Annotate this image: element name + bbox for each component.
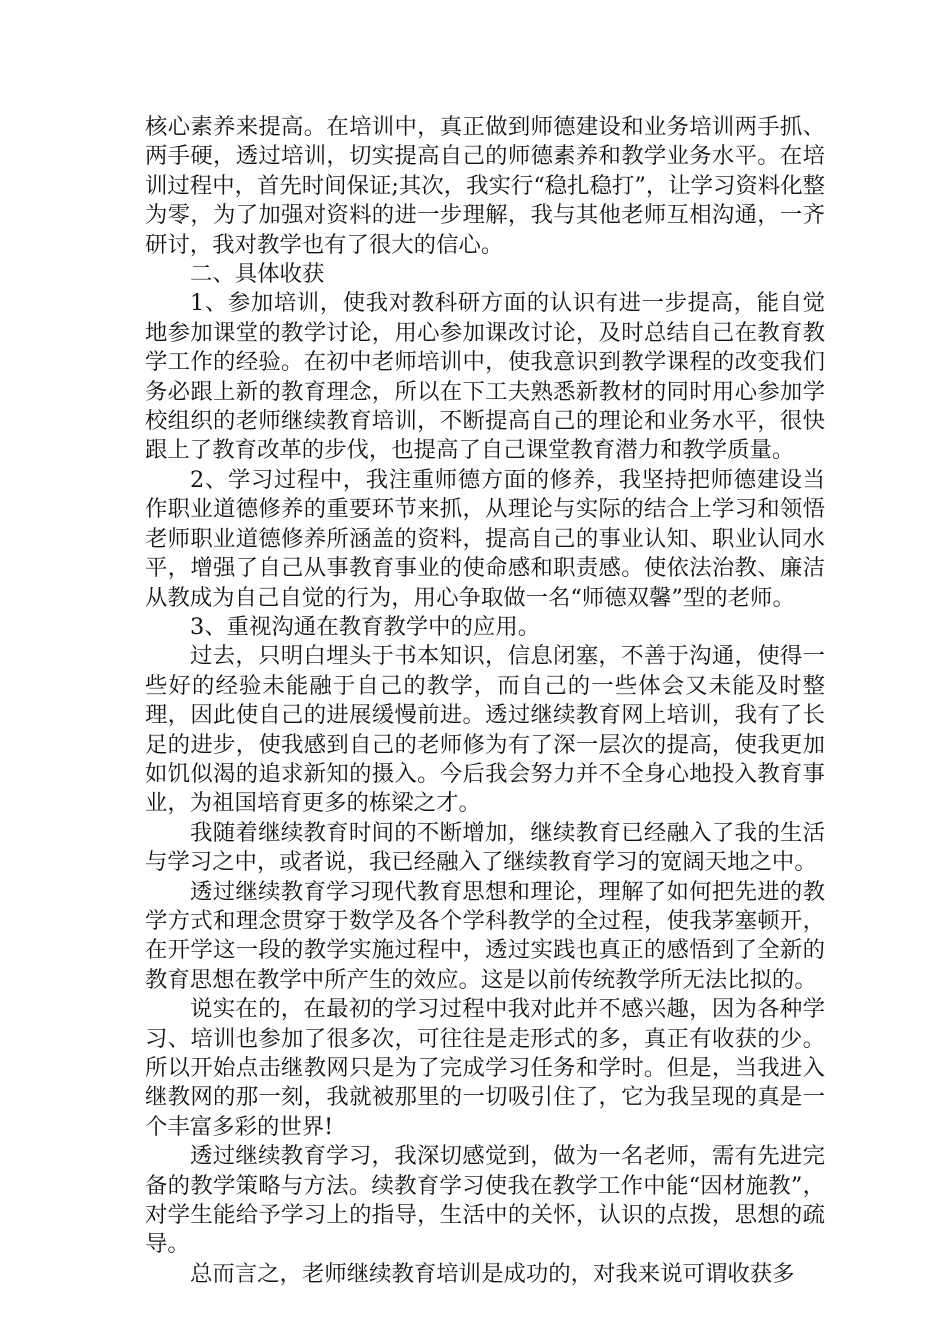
document-body <box>145 113 825 1289</box>
paragraph-modern-ideas: 透过继续教育学习现代教育思想和理论，理解了如何把先进的教学方式和理念贯穿于数学及各个学科教学的全过程，使我茅塞顿开，在开学这一段的教学实施过程中，透过实践也真正的感悟到了全新的教育思想在教学中所产生的效应。这是以前传统教学所无法比拟的。 <box>145 878 825 993</box>
paragraph-core-literacy: 核心素养来提高。在培训中，真正做到师德建设和业务培训两手抓、两手硬，透过培训，切实提高自己的师德素养和教学业务水平。在培训过程中，首先时间保证;其次，我实行“稳扎稳打”，让学习资料化整为零，为了加强对资料的进一步理解，我与其他老师互相沟通，一齐研讨，我对教学也有了很大的信心。 <box>145 114 825 258</box>
paragraph-in-summary: 总而言之，老师继续教育培训是成功的，对我来说可谓收获多 <box>190 1260 795 1287</box>
paragraph-honestly: 说实在的，在最初的学习过程中我对此并不感兴趣，因为各种学习、培训也参加了很多次，可往往是走形式的多，真正有收获的少。所以开始点击继教网只是为了完成学习任务和学时。但是，当我进入继教网的那一刻，我就被那里的一切吸引住了，它为我呈现的真是一个丰富多彩的世界! <box>145 996 825 1140</box>
paragraph-gain-2: 2、学习过程中，我注重师德方面的修养，我坚持把师德建设当作职业道德修养的重要环节来抓，从理论与实际的结合上学习和领悟老师职业道德修养所涵盖的资料，提高自己的事业认知、职业认同水平，增强了自己从事教育事业的使命感和职责感。使依法治教、廉洁从教成为自己自觉的行为，用心争取做一名“师德双馨”型的老师。 <box>145 466 825 611</box>
paragraph-continuing-education-life: 我随着继续教育时间的不断增加，继续教育已经融入了我的生活与学习之中，或者说，我已经融入了继续教育学习的宽阔天地之中。 <box>145 819 825 876</box>
paragraph-teaching-strategy: 透过继续教育学习，我深切感觉到，做为一名老师，需有先进完备的教学策略与方法。续教育学习使我在教学工作中能“因材施教”，对学生能给予学习上的指导，生活中的关怀，认识的点拨，思想的疏导。 <box>145 1143 825 1258</box>
section-heading-specific-gains: 二、具体收获 <box>190 261 325 288</box>
paragraph-past: 过去，只明白埋头于书本知识，信息闭塞，不善于沟通，使得一些好的经验未能融于自己的教学，而自己的一些体会又未能及时整理，因此使自己的进展缓慢前进。透过继续教育网上培训，我有了长足的进步，使我感到自己的老师修为有了深一层次的提高，使我更加如饥似渴的追求新知的摄入。今后我会努力并不全身心地投入教育事业，为祖国培育更多的栋梁之才。 <box>145 643 825 817</box>
paragraph-gain-3-heading: 3、重视沟通在教育教学中的应用。 <box>190 613 541 640</box>
paragraph-gain-1: 1、参加培训，使我对教科研方面的认识有进一步提高，能自觉地参加课堂的教学讨论，用心参加课改讨论，及时总结自己在教育教学工作的经验。在初中老师培训中，使我意识到教学课程的改变我们务必跟上新的教育理念，所以在下工夫熟悉新教材的同时用心参加学校组织的老师继续教育培训，不断提高自己的理论和业务水平，很快跟上了教育改革的步伐，也提高了自己课堂教育潜力和教学质量。 <box>145 290 825 464</box>
